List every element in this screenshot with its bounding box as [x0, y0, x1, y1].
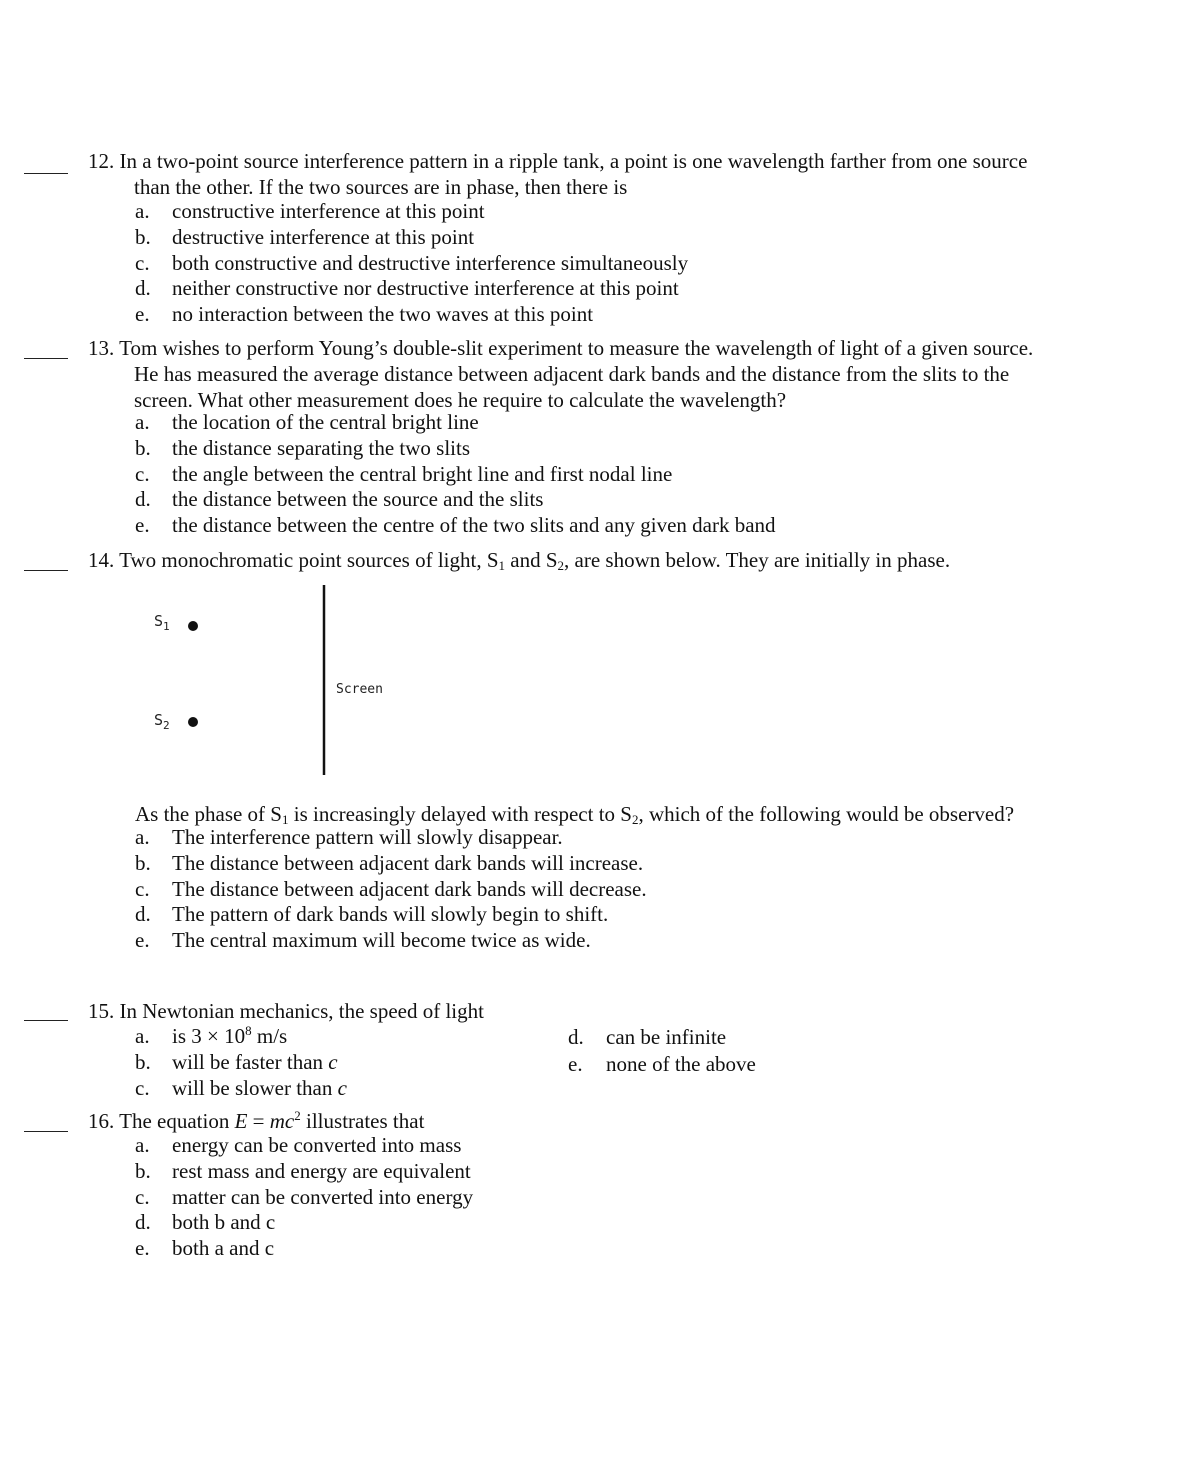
question-15-stem: 15. In Newtonian mechanics, the speed of light: [88, 999, 484, 1023]
question-12-stem: [88, 148, 1098, 200]
option-15e[interactable]: e. none of the above: [568, 1051, 756, 1076]
answer-blank-13[interactable]: [24, 358, 68, 359]
option-16c[interactable]: c. matter can be converted into energy: [135, 1184, 474, 1209]
question-13-line-2: He has measured the average distance between adjacent dark bands and the distance from the slits to the: [134, 362, 1010, 386]
question-12-line-1: 12. In a two-point source interference pattern in a ripple tank, a point is one wavelength farther from one source: [88, 149, 1028, 173]
option-15a[interactable]: a. is $3 \times 10^8$ m/s: [135, 1023, 288, 1048]
option-12b[interactable]: b. destructive interference at this point: [135, 224, 475, 249]
option-14a[interactable]: a. The interference pattern will slowly disappear.: [135, 825, 563, 849]
option-12c[interactable]: c. both constructive and destructive interference simultaneously: [135, 250, 689, 275]
option-16d[interactable]: d. both b and c: [135, 1210, 276, 1235]
s1-label: $S_1$: [154, 612, 170, 633]
question-15-options-right: [568, 1024, 756, 1077]
option-13d[interactable]: d. the distance between the source and the slits: [135, 487, 544, 512]
question-16-options: [135, 1133, 473, 1262]
answer-blank-12[interactable]: [24, 173, 68, 174]
option-14c[interactable]: c. The distance between adjacent dark bands will decrease.: [135, 876, 647, 901]
question-12-options: [135, 199, 688, 328]
question-13-stem: [88, 335, 1098, 413]
question-14-options: [135, 825, 647, 954]
option-12d[interactable]: d. neither constructive nor destructive interference at this point: [135, 276, 679, 301]
question-15-options-left: [135, 1024, 347, 1101]
option-16e[interactable]: e. both a and c: [135, 1236, 275, 1261]
question-13-options: [135, 410, 776, 539]
question-13-line-3: screen. What other measurement does he require to calculate the wavelength?: [134, 388, 787, 412]
option-14e[interactable]: e. The central maximum will become twice as wide.: [135, 928, 591, 953]
option-13e[interactable]: e. the distance between the centre of the two slits and any given dark band: [135, 513, 776, 538]
s1-point-source: [188, 621, 198, 631]
option-15c[interactable]: c. will be slower than c: [135, 1075, 347, 1100]
answer-blank-16[interactable]: [24, 1131, 68, 1132]
option-15d[interactable]: d. can be infinite: [568, 1025, 727, 1049]
answer-blank-15[interactable]: [24, 1020, 68, 1021]
option-15b[interactable]: b. will be faster than c: [135, 1049, 338, 1074]
option-16a[interactable]: a. energy can be converted into mass: [135, 1133, 462, 1157]
option-14b[interactable]: b. The distance between adjacent dark bands will increase.: [135, 850, 644, 875]
option-13a[interactable]: a. the location of the central bright line: [135, 410, 479, 434]
option-12a[interactable]: a. constructive interference at this point: [135, 199, 485, 223]
question-16-stem: 16. The equation $E = mc^2$ illustrates that: [88, 1108, 425, 1133]
option-13b[interactable]: b. the distance separating the two slits: [135, 435, 471, 460]
two-source-diagram: [140, 585, 440, 775]
screen-label: Screen: [336, 682, 383, 697]
question-12-line-2: than the other. If the two sources are in phase, then there is: [134, 175, 628, 199]
question-13-line-1: 13. Tom wishes to perform Young’s double-slit experiment to measure the wavelength of light of a given source.: [88, 336, 1034, 360]
option-12e[interactable]: e. no interaction between the two waves at this point: [135, 302, 594, 327]
option-13c[interactable]: c. the angle between the central bright line and first nodal line: [135, 461, 673, 486]
option-16b[interactable]: b. rest mass and energy are equivalent: [135, 1158, 471, 1183]
s2-point-source: [188, 717, 198, 727]
s2-label: $S_2$: [154, 711, 170, 732]
answer-blank-14[interactable]: [24, 570, 68, 571]
option-14d[interactable]: d. The pattern of dark bands will slowly begin to shift.: [135, 902, 609, 927]
question-14-followup: As the phase of $S_1$ is increasingly delayed with respect to $S_2$, which of the following would be observed?: [135, 802, 1015, 827]
question-14-stem: 14. Two monochromatic point sources of light, $S_1$ and $S_2$, are shown below. They are initially in phase.: [88, 548, 951, 573]
